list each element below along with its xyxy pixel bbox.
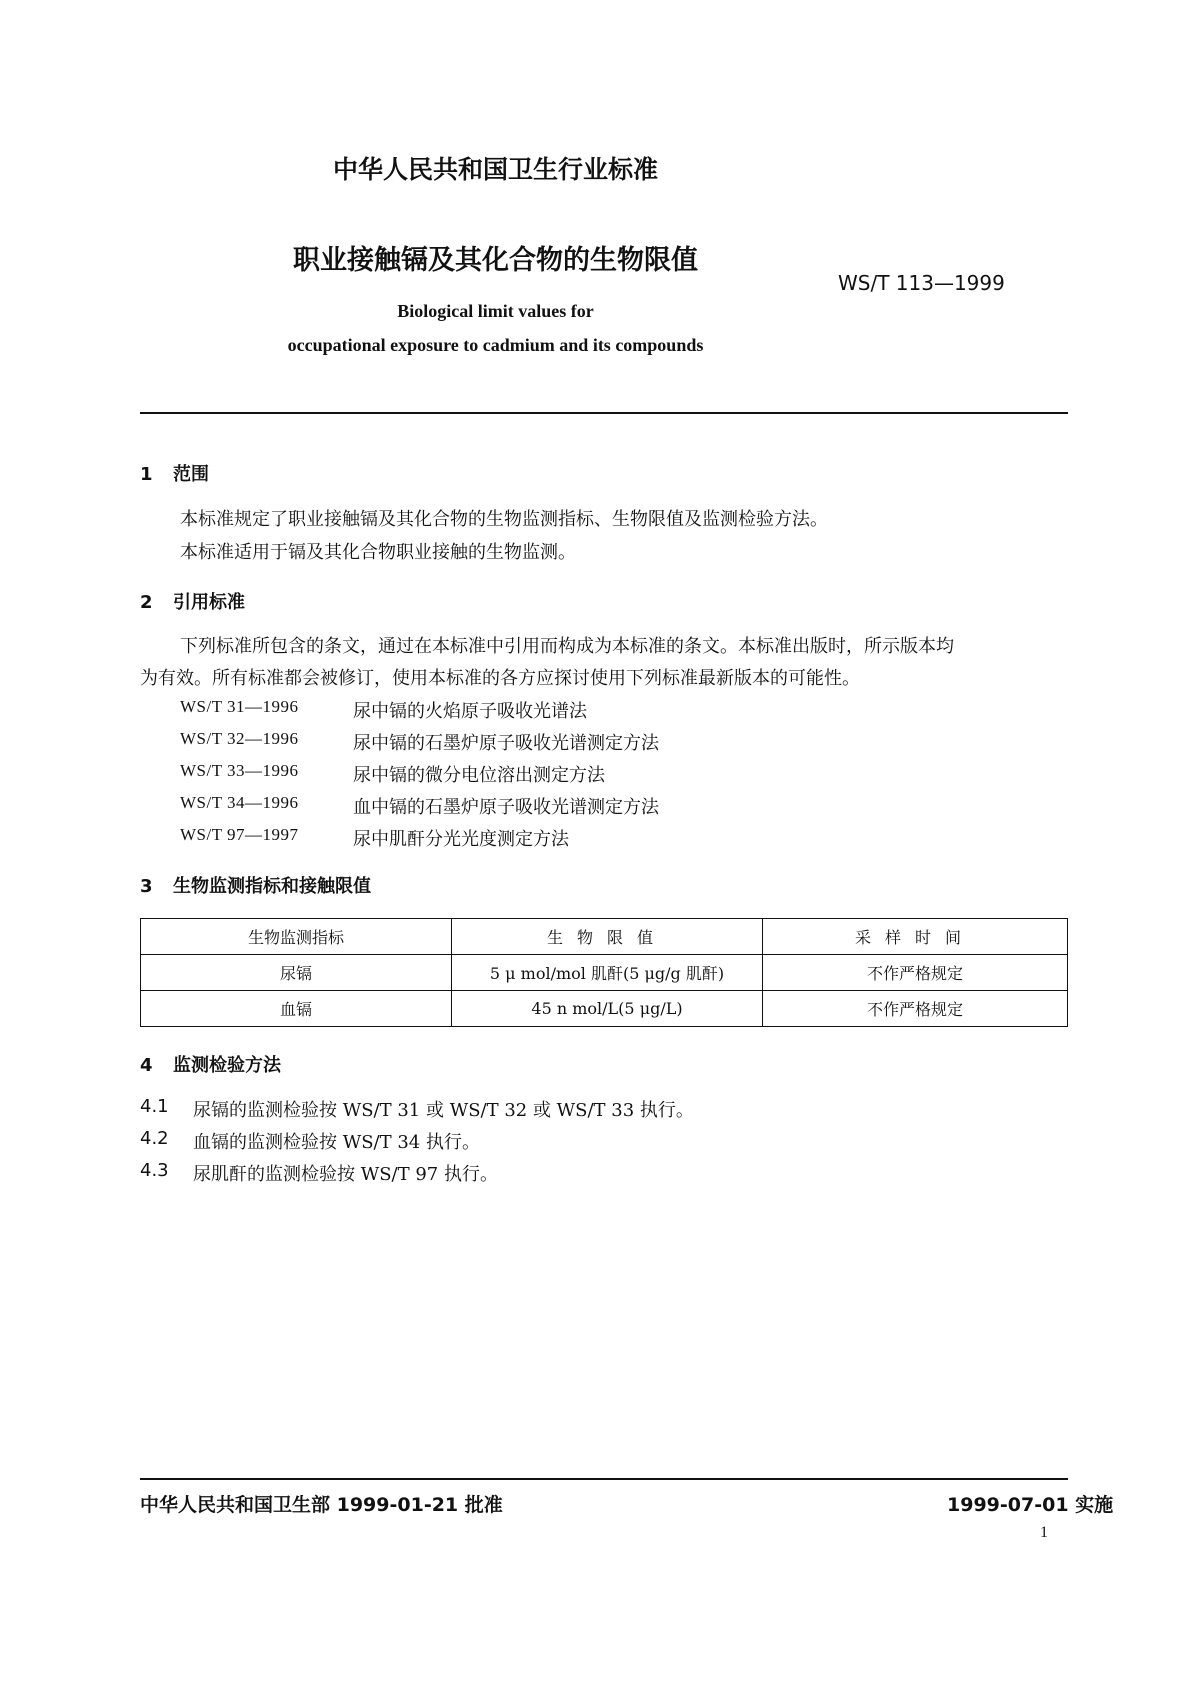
- table-row: [141, 955, 1068, 991]
- table-header-cell: 采样时间: [763, 919, 1068, 955]
- section-title: 生物监测指标和接触限值: [173, 876, 371, 897]
- section-number: 2: [140, 592, 153, 613]
- reference-title: 尿中镉的火焰原子吸收光谱法: [353, 701, 587, 722]
- table-header-cell: 生物限值: [452, 919, 763, 955]
- reference-code: WS/T 32—1996: [180, 729, 299, 748]
- implementation-date: 1999-07-01 实施: [947, 1494, 1114, 1516]
- document-title-en-line1: Biological limit values for: [397, 301, 594, 321]
- standard-code: WS/T 113—1999: [838, 271, 1005, 295]
- clause-text: 尿镉的监测检验按 WS/T 31 或 WS/T 32 或 WS/T 33 执行。: [193, 1100, 694, 1121]
- reference-code: WS/T 97—1997: [180, 825, 299, 844]
- table-cell: 不作严格规定: [763, 991, 1068, 1027]
- section-2-paragraph-line-1: 下列标准所包含的条文，通过在本标准中引用而构成为本标准的条文。本标准出版时，所示版本均: [180, 636, 954, 657]
- section-2-heading: [140, 588, 245, 614]
- section-3-heading: [140, 872, 371, 898]
- reference-code: WS/T 34—1996: [180, 793, 299, 812]
- section-2-paragraph-line-2: 为有效。所有标准都会被修订，使用本标准的各方应探讨使用下列标准最新版本的可能性。: [140, 668, 860, 689]
- section-4-heading: [140, 1051, 281, 1077]
- clause-number: 4.1: [140, 1096, 169, 1117]
- table-header-row: [141, 919, 1068, 955]
- section-number: 4: [140, 1055, 153, 1076]
- reference-title: 血中镉的石墨炉原子吸收光谱测定方法: [353, 797, 659, 818]
- clause-text: 血镉的监测检验按 WS/T 34 执行。: [193, 1132, 480, 1153]
- section-title: 引用标准: [173, 592, 245, 613]
- page-number: 1: [1040, 1524, 1048, 1541]
- section-1-paragraph-2: 本标准适用于镉及其化合物职业接触的生物监测。: [180, 542, 576, 563]
- section-1-heading: [140, 460, 209, 486]
- section-1-paragraph-1: 本标准规定了职业接触镉及其化合物的生物监测指标、生物限值及监测检验方法。: [180, 509, 828, 530]
- section-title: 范围: [173, 464, 209, 485]
- table-cell: 5 μ mol/mol 肌酐(5 μg/g 肌酐): [452, 955, 763, 991]
- document-title-cn: 职业接触镉及其化合物的生物限值: [293, 245, 698, 276]
- approval-note: 中华人民共和国卫生部 1999-01-21 批准: [140, 1494, 503, 1516]
- header-divider: [140, 412, 1068, 414]
- reference-title: 尿中镉的石墨炉原子吸收光谱测定方法: [353, 733, 659, 754]
- reference-code: WS/T 33—1996: [180, 761, 299, 780]
- biological-limits-table: [140, 918, 1068, 1027]
- table-cell: 45 n mol/L(5 μg/L): [452, 991, 763, 1027]
- section-number: 3: [140, 876, 153, 897]
- table-cell: 不作严格规定: [763, 955, 1068, 991]
- section-number: 1: [140, 464, 153, 485]
- document-title-en-line2: occupational exposure to cadmium and its compounds: [287, 335, 704, 355]
- clause-number: 4.2: [140, 1128, 169, 1149]
- footer-divider: [140, 1478, 1068, 1480]
- clause-number: 4.3: [140, 1160, 169, 1181]
- table-header-cell: 生物监测指标: [141, 919, 452, 955]
- table-cell: 血镉: [141, 991, 452, 1027]
- reference-title: 尿中肌酐分光光度测定方法: [353, 829, 569, 850]
- reference-title: 尿中镉的微分电位溶出测定方法: [353, 765, 605, 786]
- section-title: 监测检验方法: [173, 1055, 281, 1076]
- clause-text: 尿肌酐的监测检验按 WS/T 97 执行。: [193, 1164, 498, 1185]
- table-row: [141, 991, 1068, 1027]
- table-cell: 尿镉: [141, 955, 452, 991]
- issuing-body-heading: 中华人民共和国卫生行业标准: [332, 155, 658, 184]
- reference-code: WS/T 31—1996: [180, 697, 299, 716]
